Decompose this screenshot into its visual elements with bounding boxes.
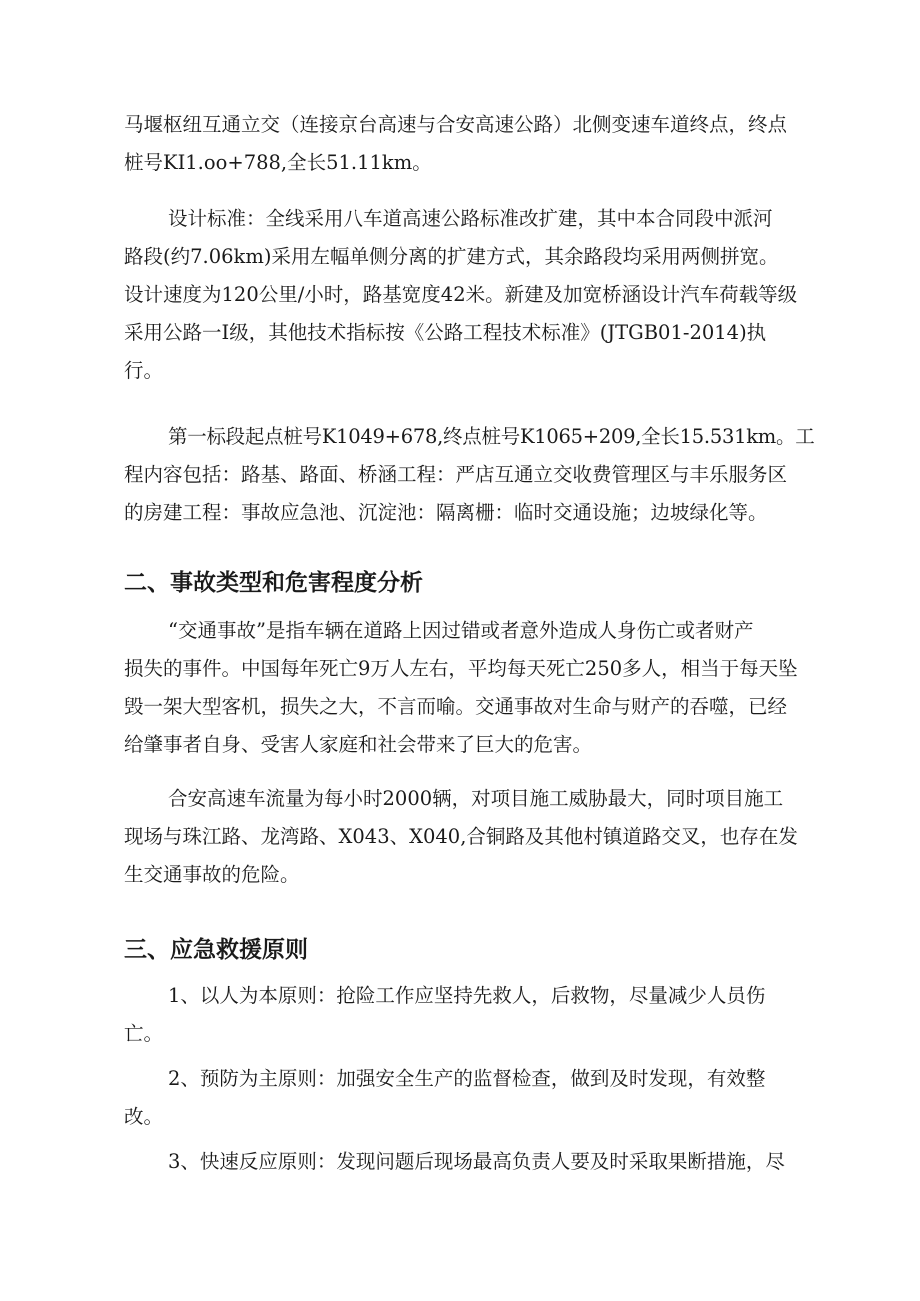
text-line: 现场与珠江路、龙湾路、X043、X040,合铜路及其他村镇道路交叉，也存在发 <box>124 825 798 848</box>
paragraph-route-endpoint <box>124 106 814 182</box>
text-line: 第一标段起点桩号K1049+678,终点桩号K1065+209,全长15.531km。工 <box>168 425 815 448</box>
paragraph-principle-people-first <box>124 977 814 1053</box>
text-line: 程内容包括：路基、路面、桥涵工程：严店互通立交收费管理区与丰乐服务区 <box>124 463 788 486</box>
text-line: 2、预防为主原则：加强安全生产的监督检查，做到及时发现，有效整 <box>168 1067 766 1090</box>
section-heading-accident-types: 二、事故类型和危害程度分析 <box>124 570 423 596</box>
text-line: 1、以人为本原则：抢险工作应坚持先救人，后救物，尽量减少人员伤 <box>168 984 766 1007</box>
text-line: 采用公路一I级，其他技术指标按《公路工程技术标准》(JTGB01-2014)执 <box>124 321 767 344</box>
text-line: “交通事故”是指车辆在道路上因过错或者意外造成人身伤亡或者财产 <box>168 619 754 642</box>
text-line: 设计速度为120公里/小时，路基宽度42米。新建及加宽桥涵设计汽车荷载等级 <box>124 283 798 306</box>
text-line: 路段(约7.06km)采用左幅单侧分离的扩建方式，其余路段均采用两侧拼宽。 <box>124 245 779 268</box>
paragraph-traffic-volume-risk <box>124 780 814 894</box>
text-line: 给肇事者自身、受害人家庭和社会带来了巨大的危害。 <box>124 733 593 756</box>
text-line: 马堰枢纽互通立交（连接京台高速与合安高速公路）北侧变速车道终点，终点 <box>124 113 788 136</box>
text-line: 桩号KI1.oo+788,全长51.11km。 <box>124 151 432 174</box>
text-line: 改。 <box>124 1105 164 1128</box>
text-line: 亡。 <box>124 1022 164 1045</box>
text-line: 的房建工程：事故应急池、沉淀池：隔离栅：临时交通设施；边坡绿化等。 <box>124 501 768 524</box>
paragraph-traffic-accident-definition <box>124 612 814 764</box>
text-line: 设计标准：全线采用八车道高速公路标准改扩建，其中本合同段中派河 <box>168 207 773 230</box>
text-line: 合安高速车流量为每小时2000辆，对项目施工威胁最大，同时项目施工 <box>168 787 784 810</box>
section-heading-rescue-principles: 三、应急救援原则 <box>124 937 308 963</box>
text-line: 生交通事故的危险。 <box>124 863 300 886</box>
paragraph-design-standard <box>124 200 814 390</box>
paragraph-principle-quick-response <box>124 1143 814 1181</box>
paragraph-first-section <box>124 418 814 532</box>
text-line: 损失的事件。中国每年死亡9万人左右，平均每天死亡250多人，相当于每天坠 <box>124 657 798 680</box>
text-line: 毁一架大型客机，损失之大，不言而喻。交通事故对生命与财产的吞噬，已经 <box>124 695 788 718</box>
text-line: 3、快速反应原则：发现问题后现场最高负责人要及时采取果断措施，尽 <box>168 1150 785 1173</box>
paragraph-principle-prevention <box>124 1060 814 1136</box>
text-line: 行。 <box>124 359 164 382</box>
